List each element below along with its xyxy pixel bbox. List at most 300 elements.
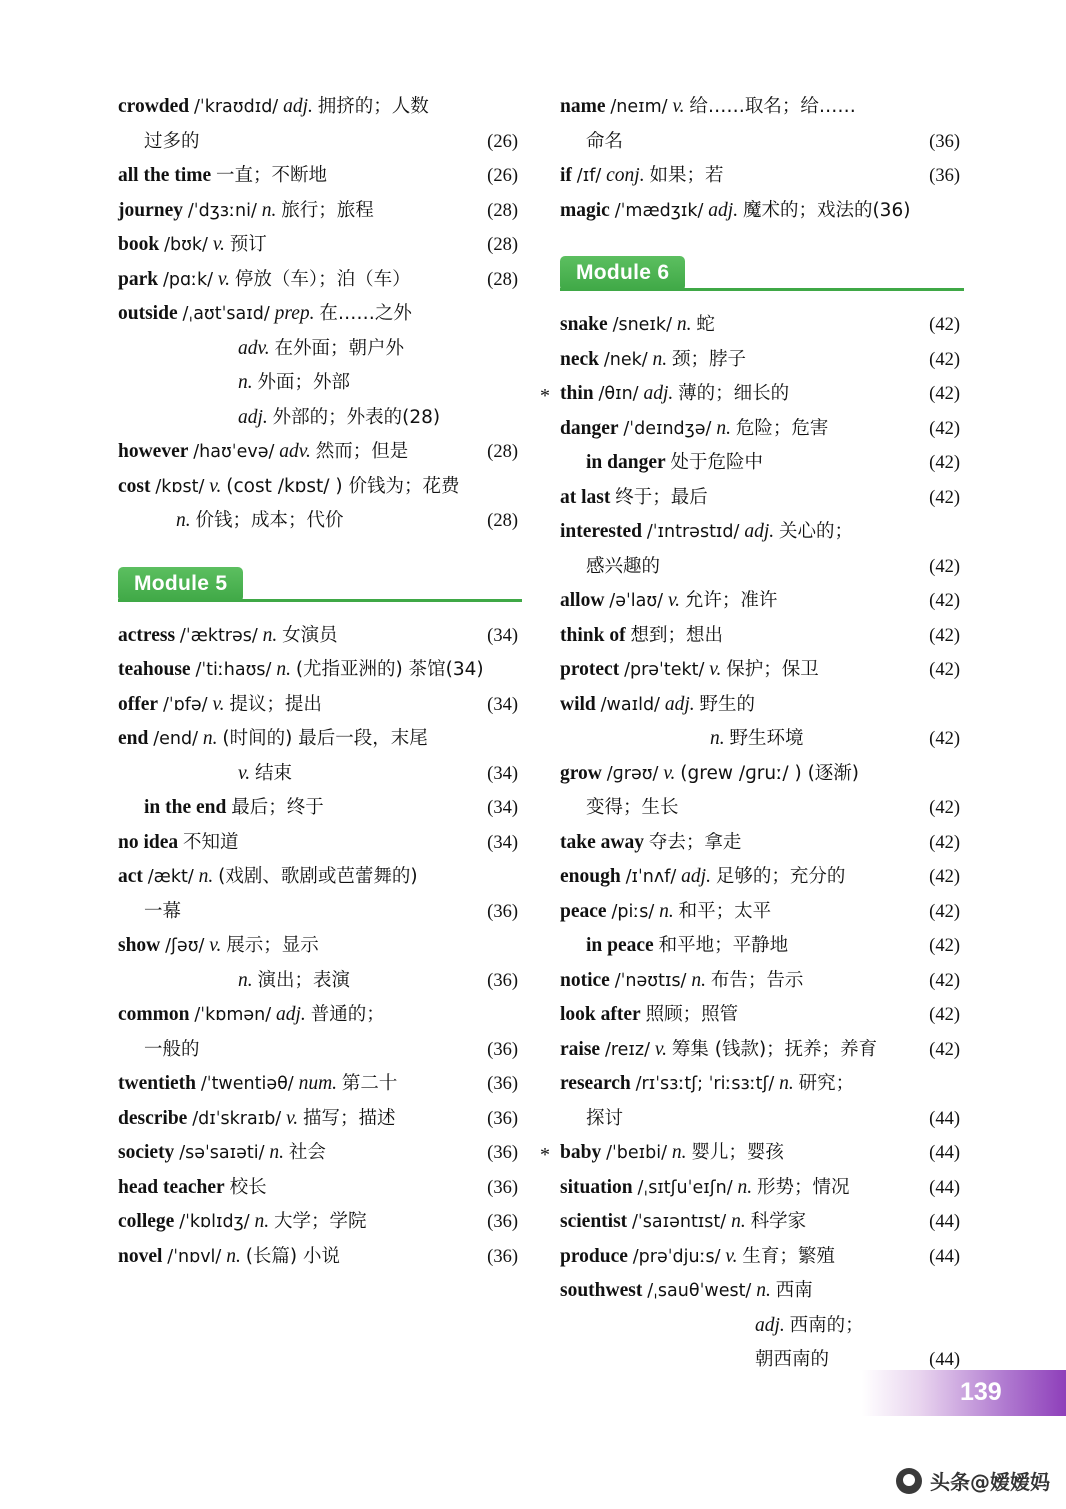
page-reference: (36) xyxy=(487,1039,518,1060)
definition: 不知道 xyxy=(183,831,239,853)
headword: peace xyxy=(560,900,607,922)
headword: at last xyxy=(560,486,611,508)
entry-text xyxy=(118,1177,267,1198)
entry-text xyxy=(118,935,319,956)
definition: 想到；想出 xyxy=(630,624,723,646)
phonetic: /piːs/ xyxy=(611,901,655,922)
dictionary-entry xyxy=(560,826,960,861)
entry-text xyxy=(238,763,292,784)
headword: in peace xyxy=(586,935,654,956)
entry-text xyxy=(118,1004,385,1025)
headword: baby xyxy=(560,1142,602,1163)
entry-text xyxy=(118,234,267,255)
entry-text xyxy=(118,1108,396,1129)
part-of-speech: adj. xyxy=(276,1004,306,1025)
page-reference: (36) xyxy=(929,166,960,186)
definition: 筹集 (钱款)；抚养；养育 xyxy=(671,1038,878,1060)
entry-text xyxy=(118,200,374,221)
dictionary-entry xyxy=(540,1136,960,1171)
part-of-speech: n. xyxy=(226,1245,241,1267)
dictionary-entry xyxy=(118,332,518,367)
entry-text xyxy=(560,521,853,542)
phonetic: /pɑːk/ xyxy=(162,269,214,290)
definition: 然而；但是 xyxy=(315,441,409,462)
headword: however xyxy=(118,441,189,462)
phonetic: /prəˈdjuːs/ xyxy=(632,1246,721,1267)
page-reference: (42) xyxy=(929,625,960,646)
phonetic: /ˈtiːhaʊs/ xyxy=(195,660,272,680)
left-column xyxy=(118,90,518,1274)
definition: 研究； xyxy=(798,1073,855,1094)
headword: cost xyxy=(118,475,151,497)
phonetic: /ˈnəʊtɪs/ xyxy=(614,970,687,991)
dictionary-entry xyxy=(560,1240,960,1275)
page-reference: (42) xyxy=(929,418,960,439)
dictionary-entry xyxy=(560,722,960,757)
headword: interested xyxy=(560,521,642,542)
definition: 变得；生长 xyxy=(586,797,679,818)
entry-text xyxy=(238,372,350,393)
phonetic: /ˈnɒvl/ xyxy=(167,1246,222,1267)
definition: 结束 xyxy=(254,762,292,784)
definition: 校长 xyxy=(229,1176,267,1198)
module-heading xyxy=(118,565,518,613)
dictionary-entry xyxy=(560,1033,960,1068)
page-reference: (36) xyxy=(487,1143,518,1163)
definition: 提议；提出 xyxy=(229,693,322,715)
definition: 颈；脖子 xyxy=(672,348,747,370)
headword: situation xyxy=(560,1176,633,1198)
part-of-speech: num. xyxy=(298,1073,338,1094)
definition: 野生环境 xyxy=(729,728,804,749)
dictionary-entry xyxy=(118,722,518,757)
part-of-speech: n. xyxy=(652,348,668,370)
entry-text xyxy=(118,165,327,186)
dictionary-entry xyxy=(118,826,518,861)
page-reference: (42) xyxy=(929,660,960,680)
definition: 允许；准许 xyxy=(684,590,778,611)
dictionary-entry xyxy=(560,619,960,654)
dictionary-entry xyxy=(118,263,518,298)
page-reference: (26) xyxy=(487,166,518,186)
definition: 演出；表演 xyxy=(257,969,351,991)
headword: thin xyxy=(560,383,594,404)
entry-text xyxy=(586,935,788,956)
headword: actress xyxy=(118,624,176,646)
page-reference: (26) xyxy=(487,131,518,152)
dictionary-entry xyxy=(118,504,518,539)
entry-text xyxy=(118,441,408,462)
phonetic: /θɪn/ xyxy=(598,384,639,404)
definition: 过多的 xyxy=(144,130,200,152)
definition: 魔术的；戏法的(36) xyxy=(742,199,911,221)
headword: describe xyxy=(118,1107,188,1129)
headword: if xyxy=(560,165,572,186)
headword: snake xyxy=(560,314,608,335)
entry-text xyxy=(118,1142,326,1163)
phonetic: /rɪˈsɜːtʃ; ˈriːsɜːtʃ/ xyxy=(635,1074,775,1094)
headword: offer xyxy=(118,693,159,715)
headword: southwest xyxy=(560,1280,643,1301)
dictionary-entry xyxy=(560,159,960,194)
definition: 婴儿；婴孩 xyxy=(691,1142,784,1163)
headword: twentieth xyxy=(118,1073,196,1094)
page-reference: (28) xyxy=(487,200,518,221)
entry-text xyxy=(144,1039,200,1060)
dictionary-entry xyxy=(118,401,518,436)
page-reference: (36) xyxy=(487,1074,518,1094)
definition: (时间的) 最后一段，末尾 xyxy=(222,728,428,749)
dictionary-entry xyxy=(540,377,960,412)
definition: 蛇 xyxy=(696,314,715,335)
dictionary-entry xyxy=(118,470,518,505)
part-of-speech: v. xyxy=(212,693,225,715)
page-reference: (44) xyxy=(929,1108,960,1129)
page-reference: (44) xyxy=(929,1246,960,1267)
phonetic: /sneɪk/ xyxy=(612,315,672,335)
definition: 和平；太平 xyxy=(678,900,772,922)
page-reference: (34) xyxy=(487,694,518,715)
phonetic: /kɒst/ xyxy=(155,476,205,497)
part-of-speech: v. xyxy=(217,268,230,290)
phonetic: /ækt/ xyxy=(147,867,194,887)
dictionary-entry xyxy=(118,194,518,229)
dictionary-entry xyxy=(118,1033,518,1068)
entry-text xyxy=(755,1315,864,1336)
part-of-speech: n. xyxy=(202,728,218,749)
dictionary-entry xyxy=(118,895,518,930)
headword: teahouse xyxy=(118,659,191,680)
part-of-speech: adj. xyxy=(681,866,711,887)
headword: neck xyxy=(560,348,599,370)
headword: end xyxy=(118,728,149,749)
page-reference: (36) xyxy=(487,970,518,991)
entry-text xyxy=(118,832,239,853)
dictionary-entry xyxy=(560,1205,960,1240)
entry-text xyxy=(586,1108,623,1129)
definition: 最后；终于 xyxy=(231,797,324,818)
dictionary-entry xyxy=(118,1240,518,1275)
part-of-speech: adv. xyxy=(238,337,270,359)
definition: 形势；情况 xyxy=(756,1176,850,1198)
part-of-speech: n. xyxy=(254,1211,270,1232)
part-of-speech: v. xyxy=(654,1038,667,1060)
entry-text xyxy=(560,1177,849,1198)
dictionary-entry xyxy=(560,964,960,999)
entry-text xyxy=(118,728,428,749)
part-of-speech: v. xyxy=(212,234,225,255)
entry-text xyxy=(560,763,859,784)
definition: 展示；显示 xyxy=(226,935,319,956)
entry-text xyxy=(238,970,350,991)
definition: 命名 xyxy=(586,130,624,152)
headword: act xyxy=(118,866,143,887)
module-label: Module 6 xyxy=(560,256,685,291)
phonetic: /əˈlaʊ/ xyxy=(609,591,664,611)
dictionary-entry xyxy=(118,1136,518,1171)
page-reference: (36) xyxy=(487,901,518,922)
definition: 危险；危害 xyxy=(735,417,829,439)
phonetic: /ˈsaɪəntɪst/ xyxy=(632,1212,727,1232)
phonetic: /ˈæktrəs/ xyxy=(179,625,258,646)
page-reference: (44) xyxy=(929,1177,960,1198)
dictionary-entry xyxy=(118,929,518,964)
dictionary-entry xyxy=(118,435,518,470)
phonetic: /ɪˈnʌf/ xyxy=(625,867,677,887)
page-reference: (42) xyxy=(929,1005,960,1025)
page-reference: (34) xyxy=(487,832,518,853)
page-reference: (28) xyxy=(487,511,518,531)
dictionary-entry xyxy=(560,584,960,619)
dictionary-entry xyxy=(118,125,518,160)
dictionary-entry xyxy=(560,860,960,895)
definition: (尤指亚洲的) 茶馆(34) xyxy=(295,659,484,680)
definition: (grew /ɡruː/ ) (逐渐) xyxy=(680,762,860,784)
definition: 停放（车）；泊（车） xyxy=(234,268,411,290)
page-reference: (36) xyxy=(487,1212,518,1232)
entry-text xyxy=(560,694,755,715)
definition: 朝西南的 xyxy=(755,1349,830,1370)
definition: 保护；保卫 xyxy=(726,659,819,680)
headword: in the end xyxy=(144,797,227,818)
dictionary-entry xyxy=(118,1067,518,1102)
headword: book xyxy=(118,234,160,255)
page-reference: (34) xyxy=(487,798,518,818)
watermark-label: 头条@嫒嫒妈 xyxy=(930,1470,1050,1494)
dictionary-entry xyxy=(560,1309,960,1344)
part-of-speech: n. xyxy=(737,1176,753,1198)
dictionary-entry xyxy=(118,1102,518,1137)
page-reference: (42) xyxy=(929,487,960,508)
dictionary-entry xyxy=(560,688,960,723)
part-of-speech: n. xyxy=(671,1142,687,1163)
dictionary-entry xyxy=(560,791,960,826)
definition: 一幕 xyxy=(144,900,182,922)
phonetic: /ˈmædʒɪk/ xyxy=(614,200,704,221)
entry-text xyxy=(144,901,181,922)
entry-text xyxy=(560,96,856,117)
page-reference: (44) xyxy=(929,1350,960,1370)
dictionary-entry xyxy=(118,1205,518,1240)
part-of-speech: n. xyxy=(198,866,214,887)
headword: name xyxy=(560,96,606,117)
headword: enough xyxy=(560,866,621,887)
phonetic: /dɪˈskraɪb/ xyxy=(192,1108,282,1129)
dictionary-entry xyxy=(560,757,960,792)
definition: 薄的；细长的 xyxy=(678,383,790,404)
entry-text xyxy=(560,970,803,991)
entry-text xyxy=(560,200,910,221)
definition: 和平地；平静地 xyxy=(658,935,789,956)
headword: danger xyxy=(560,417,619,439)
headword: journey xyxy=(118,199,183,221)
headword: take away xyxy=(560,831,644,853)
page-reference: (42) xyxy=(929,1039,960,1060)
entry-text xyxy=(560,314,715,335)
part-of-speech: adj. xyxy=(708,199,739,221)
definition: 一般的 xyxy=(144,1038,200,1060)
entry-text xyxy=(560,901,771,922)
entry-text xyxy=(586,452,763,473)
definition: 如果；若 xyxy=(649,165,724,186)
part-of-speech: n. xyxy=(716,417,731,439)
phonetic: /neɪm/ xyxy=(610,97,668,117)
page-reference: (28) xyxy=(487,442,518,462)
entry-text xyxy=(144,131,200,152)
headword: wild xyxy=(560,693,596,715)
phonetic: /ˈkɒlɪdʒ/ xyxy=(179,1212,250,1232)
definition: 处于危险中 xyxy=(670,452,764,473)
phonetic: /end/ xyxy=(153,729,198,749)
page-reference: (44) xyxy=(929,1143,960,1163)
part-of-speech: v. xyxy=(209,935,222,956)
entry-text xyxy=(118,476,460,497)
page-reference: (42) xyxy=(929,349,960,370)
page-reference: (34) xyxy=(487,625,518,646)
headword: magic xyxy=(560,199,610,221)
page-reference: (42) xyxy=(929,832,960,853)
part-of-speech: v. xyxy=(286,1107,299,1129)
dictionary-entry xyxy=(560,1102,960,1137)
entry-text xyxy=(118,96,429,117)
part-of-speech: n. xyxy=(779,1073,794,1094)
entry-text xyxy=(560,1004,738,1025)
part-of-speech: adj. xyxy=(744,521,775,542)
page-reference: (42) xyxy=(929,591,960,611)
dictionary-entry xyxy=(560,90,960,125)
headword: research xyxy=(560,1073,631,1094)
dictionary-entry xyxy=(118,998,518,1033)
page-reference: (44) xyxy=(929,1212,960,1232)
definition: 大学；学院 xyxy=(274,1211,367,1232)
phonetic: /ˈtwentiəθ/ xyxy=(200,1074,294,1094)
definition: 描写；描述 xyxy=(303,1107,396,1129)
phonetic: /ˈɪntrəstɪd/ xyxy=(646,522,740,542)
headword: society xyxy=(118,1142,175,1163)
page-reference: (42) xyxy=(929,384,960,404)
page-reference: (42) xyxy=(929,867,960,887)
page-reference: (28) xyxy=(487,235,518,255)
entry-text xyxy=(560,866,845,887)
page-reference: (42) xyxy=(929,798,960,818)
definition: 给……取名；给…… xyxy=(689,96,856,117)
entry-text xyxy=(118,659,484,680)
dictionary-entry xyxy=(560,653,960,688)
page-reference: (36) xyxy=(487,1177,518,1198)
definition: 生育；繁殖 xyxy=(742,1245,835,1267)
page-reference: (42) xyxy=(929,453,960,473)
definition: 外面；外部 xyxy=(257,372,351,393)
definition: 科学家 xyxy=(750,1211,807,1232)
dictionary-entry xyxy=(118,619,518,654)
part-of-speech: n. xyxy=(710,728,725,749)
dictionary-entry xyxy=(118,90,518,125)
definition: 照顾；照管 xyxy=(645,1004,739,1025)
entry-text xyxy=(118,1246,340,1267)
entry-text xyxy=(560,625,723,646)
entry-text xyxy=(586,797,679,818)
entry-text xyxy=(560,383,789,404)
part-of-speech: n. xyxy=(659,900,674,922)
phonetic: /ˈdʒɜːni/ xyxy=(187,200,257,221)
dictionary-entry xyxy=(118,366,518,401)
page-reference: (42) xyxy=(929,729,960,749)
page-reference: (42) xyxy=(929,556,960,577)
part-of-speech: adj. xyxy=(238,406,268,428)
page-reference: (36) xyxy=(487,1108,518,1129)
phonetic: /ˈdeɪndʒə/ xyxy=(623,418,712,439)
page-reference: (42) xyxy=(929,936,960,956)
part-of-speech: n. xyxy=(731,1211,746,1232)
phonetic: /ˈkraʊdɪd/ xyxy=(194,97,279,117)
definition: 足够的；充分的 xyxy=(715,866,846,887)
headword: notice xyxy=(560,969,610,991)
headword: produce xyxy=(560,1245,628,1267)
dictionary-entry xyxy=(560,895,960,930)
part-of-speech: v. xyxy=(709,659,722,680)
entry-text xyxy=(560,165,723,186)
part-of-speech: n. xyxy=(756,1280,771,1301)
page-reference: (42) xyxy=(929,970,960,991)
entry-text xyxy=(755,1349,829,1370)
headword: show xyxy=(118,935,161,956)
entry-text xyxy=(710,728,804,749)
part-of-speech: n. xyxy=(676,314,692,335)
headword: park xyxy=(118,268,159,290)
phonetic: /ˈbeɪbi/ xyxy=(606,1143,668,1163)
dictionary-entry xyxy=(118,791,518,826)
part-of-speech: prep. xyxy=(274,303,315,324)
entry-text xyxy=(118,866,418,887)
entry-text xyxy=(560,1211,806,1232)
phonetic: /ɪf/ xyxy=(576,166,602,186)
definition: 在外面；朝户外 xyxy=(274,337,404,359)
entry-text xyxy=(586,556,660,577)
dictionary-entry xyxy=(118,297,518,332)
definition: (cost /kɒst/ ) 价钱为；花费 xyxy=(226,475,460,497)
headword: novel xyxy=(118,1245,163,1267)
headword: protect xyxy=(560,659,620,680)
headword: crowded xyxy=(118,96,190,117)
entry-text xyxy=(560,590,777,611)
entry-text xyxy=(560,832,741,853)
module-label: Module 5 xyxy=(118,567,243,602)
phonetic: /ˌaʊtˈsaɪd/ xyxy=(182,304,270,324)
dictionary-entry xyxy=(560,515,960,550)
part-of-speech: adj. xyxy=(283,96,313,117)
part-of-speech: v. xyxy=(663,762,676,784)
dictionary-entry xyxy=(560,125,960,160)
page-reference: (36) xyxy=(929,131,960,152)
definition: 终于；最后 xyxy=(615,486,708,508)
definition: 价钱；成本；代价 xyxy=(195,510,344,531)
dictionary-entry xyxy=(560,550,960,585)
dictionary-entry xyxy=(560,998,960,1033)
part-of-speech: adj. xyxy=(643,383,674,404)
definition: 预订 xyxy=(229,234,267,255)
phonetic: /ɡrəʊ/ xyxy=(606,763,659,784)
phonetic: /nek/ xyxy=(603,349,648,370)
definition: 感兴趣的 xyxy=(586,555,661,577)
definition: 西南 xyxy=(775,1280,813,1301)
entry-text xyxy=(118,694,322,715)
dictionary-entry xyxy=(560,194,960,229)
definition: 第二十 xyxy=(341,1073,398,1094)
definition: 野生的 xyxy=(699,693,756,715)
part-of-speech: v. xyxy=(725,1245,738,1267)
asterisk-icon: * xyxy=(540,1144,550,1166)
watermark-icon xyxy=(896,1468,922,1494)
